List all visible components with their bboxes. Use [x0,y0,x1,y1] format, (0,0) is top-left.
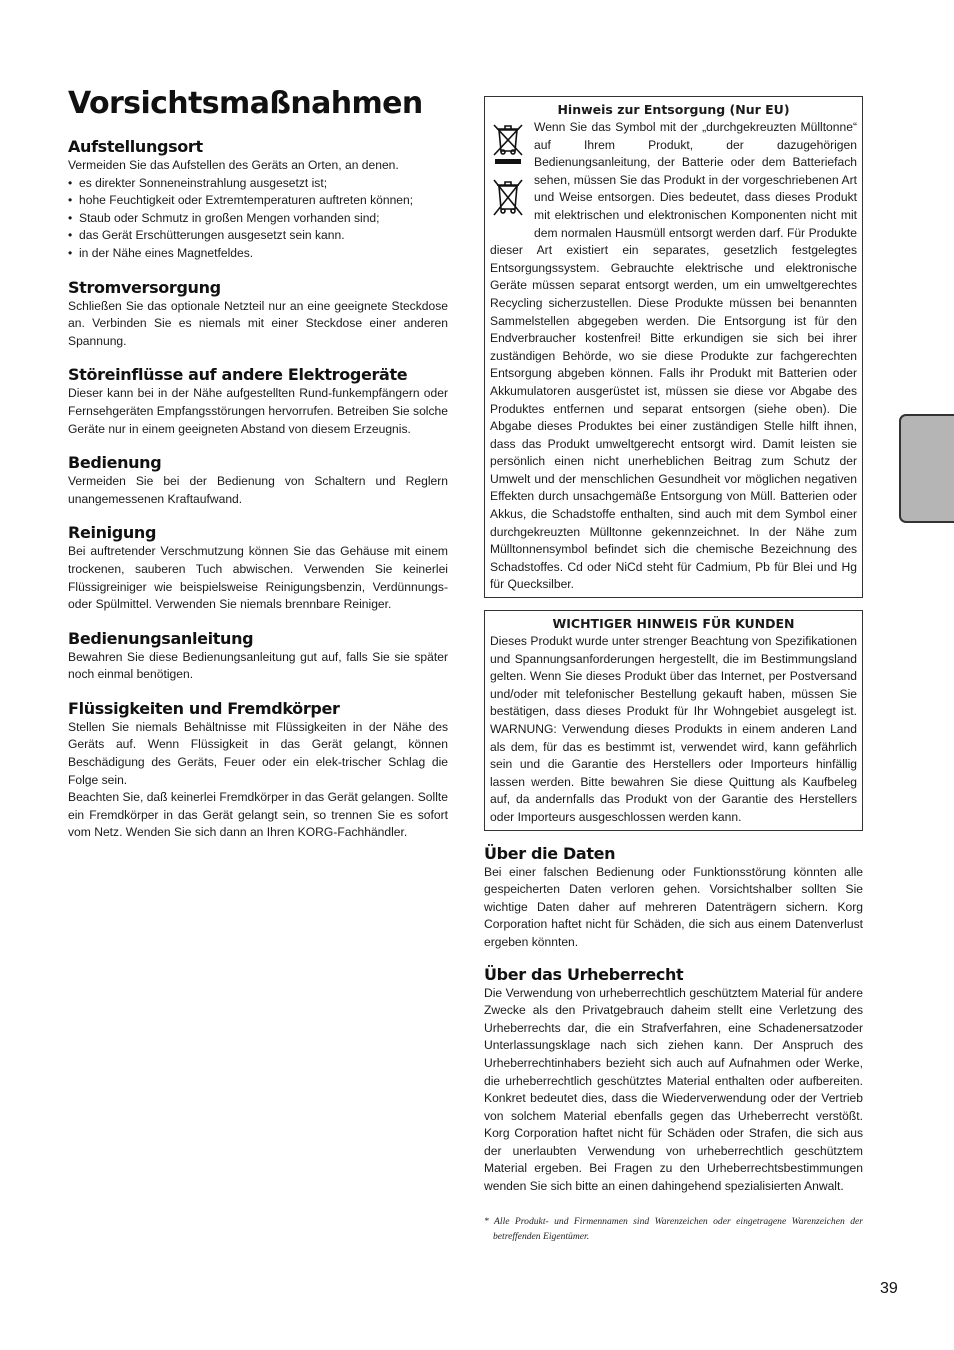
section-text: Vermeiden Sie bei der Bedienung von Schaltern und Reglern unangemessenen Kraftaufwand. [68,474,448,506]
section-heading: Bedienungsanleitung [68,628,254,648]
list-item: • das Gerät Erschütterungen ausgesetzt sein kann. [68,227,448,245]
section-text: Bewahren Sie diese Bedienungsanleitung gut auf, falls Sie sie später noch einmal benötigen. [68,649,448,682]
section-heading: Über das Urheberrecht [484,964,684,984]
customer-notice-box [484,610,863,831]
section-heading: Reinigung [68,523,157,543]
box-text: Dieses Produkt wurde unter strenger Beachtung von Spezifikationen und Spannungsanforderungen hergestellt, die im Bestimmungsland gelten. Wenn Sie dieses Produkt über das Internet, per Postversand und/oder mit telefonischer Bestellung gekauft haben, müssen Sie bestätigen, dass dieses Produkt für Ihr Wohngebiet ausgelegt ist. WARNUNG: Verwendung dieses Produkts in einem anderen Land als dem, für das es bestimmt ist, verwendet wird, kann gefährlich sein und die Garantie des Herstellers oder Importeurs hinfällig lassen werden. Bitte bewahren Sie diese Quittung als Kaufbeleg auf, da andernfalls das Produkt von der Garantie des Herstellers oder Importeurs ausgeschlossen werden kann. [490,634,857,824]
section-heading: Aufstellungsort [68,137,203,156]
section-text: Stellen Sie niemals Behältnisse mit Flüssigkeiten in der Nähe des Geräts auf. Wenn Flüssigkeit in das Gerät gelangt, können Beschädigung des Geräts, Feuer oder ein elek-trischer Schlag die Folge sein. [68,719,448,787]
box-title: WICHTIGER HINWEIS FÜR KUNDEN [552,616,795,632]
box-title: Hinweis zur Entsorgung (Nur EU) [557,102,790,117]
page-title: Vorsichtsmaßnahmen [68,86,423,121]
left-column [68,136,448,856]
section-text: Bei einer falschen Bedienung oder Funktionsstörung könnten alle gespeicherten Daten verloren gehen. Vorsichtshalber sollten Sie wichtige Daten daher auf mehreren Datenträgern sichern. Korg Corporation haftet nicht für Schäden, die sich aus einem Datenverlust ergeben könnten. [484,864,863,949]
chapter-tab [899,414,954,523]
bullet-list [68,175,448,263]
section-heading: Über die Daten [484,843,616,863]
page-number: 39 [880,1280,898,1297]
section-text: Schließen Sie das optionale Netzteil nur an eine geeignete Steckdose an. Verbinden Sie es niemals mit einer Steckdose einer anderen Spannung. [68,298,448,348]
section-bedienung [68,452,448,508]
section-fluessigkeiten [68,698,448,842]
section-text: Bei auftretender Verschmutzung können Sie das Gehäuse mit einem trockenen, sauberen Tuch abwischen. Verwenden Sie keinerlei Flüssigreiniger wie beispielsweise Reinigungsbenzin, Verdünnungs- oder Spülmittel. Verwenden Sie niemals brennbare Reiniger. [68,544,448,612]
section-intro: Vermeiden Sie das Aufstellen des Geräts an Orten, an denen. [68,158,399,172]
list-item: • Staub oder Schmutz in großen Mengen vorhanden sind; [68,210,448,228]
section-heading: Flüssigkeiten und Fremdkörper [68,698,340,718]
disposal-notice-box [484,96,863,598]
trademark-footnote: * Alle Produkt- und Firmennamen sind Warenzeichen oder eingetragene Warenzeichen der betreffenden Eigentümer. [484,1215,863,1243]
section-daten [484,843,863,952]
list-item: • in der Nähe eines Magnetfeldes. [68,245,448,263]
section-heading: Störeinflüsse auf andere Elektrogeräte [68,365,408,385]
crossed-out-bin-with-bar-icon [490,121,526,165]
section-text: Dieser kann bei in der Nähe aufgestellten Rund-funkempfängern oder Fernsehgeräten Empfangsstörungen hervorrufen. Betreiben Sie solche Geräte nur in einem geeigneten Abstand von diesem Erzeugnis. [68,386,448,436]
section-text: Die Verwendung von urheberrechtlich geschütztem Material für andere Zwecke als den Privatgebrauch daheim stellt eine Verletzung des Urheberrechts dar, die ein Strafverfahren, eine Schadenersatzoder Unterlassungsklage nach sich ziehen kann. Der Anspruch des Urheberrechtinhabers bezieht sich auch auf Aufnahmen oder Werke, die urheberrechtlich geschütztes Material enthalten oder aufbereiten. Konkret bedeutet dies, dass die Wiederverwendung oder der Vertrieb von solchem Material ebenfalls gegen das Urheberrecht verstößt. Korg Corporation haftet nicht für Schäden oder Strafen, die sich aus der unerlaubten Verwendung von urheberrechtlich geschütztem Material ergeben. Bei Fragen zu den Urheberrechtsbestimmungen wenden Sie sich bitte an einen dahingehend spezialisierten Anwalt. [484,985,863,1194]
section-stromversorgung [68,277,448,351]
section-aufstellungsort [68,136,448,263]
section-text: Beachten Sie, daß keinerlei Fremdkörper in das Gerät gelangen. Sollte ein Fremdkörper in das Gerät gelangt sein, so trennen Sie es sofort vom Netz. Wenden Sie sich dann an Ihren KORG-Fachhändler. [68,790,448,840]
crossed-out-bin-icon [490,175,526,219]
list-item: • hohe Feuchtigkeit oder Extremtemperaturen auftreten können; [68,192,448,210]
section-heading: Bedienung [68,453,162,473]
section-bedienungsanleitung [68,628,448,684]
section-urheberrecht [484,964,863,1196]
section-heading: Stromversorgung [68,277,221,297]
right-column [484,96,863,1245]
disposal-icons [490,121,530,225]
section-reinigung [68,522,448,613]
list-item: • es direkter Sonneneinstrahlung ausgesetzt ist; [68,175,448,193]
box-text: Wenn Sie das Symbol mit der „durchgekreuzten Mülltonne“ auf Ihrem Produkt, der dazugehörigen Bedienungsanleitung, der Batterie oder dem Batteriefach sehen, müssen Sie das Produkt in der vorgeschriebenen Art und Weise entsorgen. Dies bedeutet, dass dieses Produkt mit elektrischen und elektronischen Komponenten nicht mit dem normalen Hausmüll entsorgt werden darf. Für Produkte dieser Art existiert ein separates, gesetzlich festgelegtes Entsorgungssystem. Gebrauchte elektrische und elektronische Geräte müssen separat entsorgt werden, um ein umweltgerechtes Recycling sicherzustellen. Diese Produkte müssen bei benannten Sammelstellen abgegeben werden. Die Entsorgung ist für den Endverbraucher kostenfrei! Bitte erkundigen sie sich bei ihrer zuständigen Behörde, wo sie diese Produkte zur fachgerechten Entsorgung abgeben können. Falls ihr Produkt mit Batterien oder Akkumulatoren ausgerüstet ist, müssen sie diese vor Abgabe des Produktes entfernen und separat entsorgen (siehe oben). Die Abgabe dieses Produktes bei einer zuständigen Stelle hilft ihnen, dass das Produkt umweltgerecht entsorgt wird. Damit leisten sie persönlich einen nicht unerheblichen Beitrag zum Schutz der Umwelt und der menschlichen Gesundheit vor möglichen negativen Effekten durch unsachgemäße Entsorgung von Müll. Batterien oder Akkus, die Schadstoffe enthalten, sind auch mit dem Symbol einer durchgekreuzten Mülltonne gekennzeichnet. In der Nähe zum Mülltonnensymbol befindet sich die chemische Bezeichnung des Schadstoffes. Cd oder NiCd steht für Cadmium, Pb für Blei und Hg für Quecksilber. [490,120,857,592]
section-stoereinfluesse [68,364,448,438]
